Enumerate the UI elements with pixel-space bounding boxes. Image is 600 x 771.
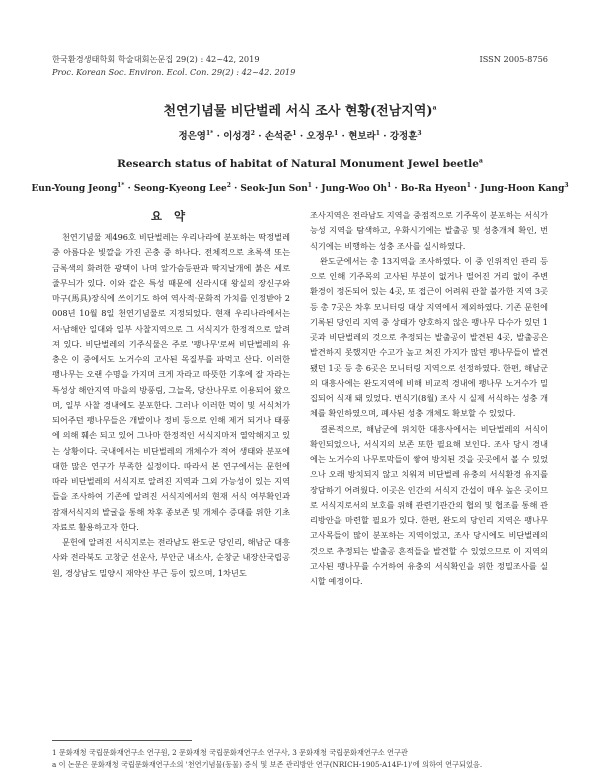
author-name: Bo-Ra Hyeon <box>400 184 467 194</box>
author-name: Jung-Woo Oh <box>321 184 388 194</box>
paper-title-ko-text: 천연기념물 비단벌레 서식 조사 현황(전남지역) <box>163 104 433 119</box>
author-name: Seong-Kyeong Lee <box>133 184 227 194</box>
author-name: 이성경 <box>223 131 251 142</box>
author-affiliation-mark: 1 <box>292 129 297 137</box>
author-affiliation-mark: 1* <box>117 182 125 189</box>
author-name: 강정훈 <box>389 131 418 142</box>
abstract-column-right <box>310 208 548 589</box>
footnote-affiliations: 1 문화재청 국립문화재연구소 연구원, 2 문화재청 국립문화재연구소 연구사, 3 문화재청 국립문화재연구소 연구관 <box>52 748 408 757</box>
journal-header-ko: 한국환경생태학회 학술대회논문집 29(2) : 42~42, 2019 <box>52 54 260 64</box>
author-affiliation-mark: 1 <box>307 182 312 189</box>
author-list-ko <box>0 128 600 142</box>
author-separator: · <box>124 184 134 194</box>
abstract-column-left <box>52 230 290 581</box>
title-ko-footnote-mark: a <box>432 104 437 112</box>
paper-title-en-text: Research status of habitat of Natural Monument Jewel beetle <box>117 158 479 170</box>
author-affiliation-mark: 1 <box>387 182 392 189</box>
author-affiliation-mark: 1* <box>205 129 214 137</box>
author-separator: · <box>296 131 307 142</box>
author-separator: · <box>254 131 265 142</box>
abstract-paragraph: 조사지역은 전라남도 지역을 중점적으로 기주목이 분포하는 서식가능성 지역을 탐색하고, 우화시기에는 발출공 및 성충개체 확인, 번식기에는 비행하는 성충 조사를 실시하였다. <box>310 210 548 251</box>
abstract-heading: 요 약 <box>150 209 190 223</box>
footnote-divider <box>52 740 192 741</box>
author-separator: · <box>230 184 241 194</box>
author-separator: · <box>391 184 401 194</box>
author-separator: · <box>213 131 224 142</box>
author-name: Seok-Jun Son <box>240 184 308 194</box>
author-name: 현보라 <box>348 131 376 142</box>
abstract-paragraph: 결론적으로, 해남군에 위치한 대흥사에서는 비단벌레의 서식이 확인되었으나, 서식지의 보존 또한 필요해 보인다. 조사 당시 경내에는 노거수의 나무토막들이 쌓여 방치된 것을 곳곳에서 볼 수 있었으나 오래 방치되지 않고 치워져 비단벌레 유충의 서식환경 유지를 장담하기 어려웠다. 이곳은 인간의 서식지 간섭이 매우 높은 곳이므로 서식지로서의 보호를 위해 관련기관간의 협의 및 협조를 통해 관리방안을 마련할 필요가 있다. 한편, 완도의 당인리 지역은 팽나무 고사목들이 많이 분포하는 지역이었고, 조사 당시에도 비단벌레의 것으로 추정되는 발출공 흔적들을 발견할 수 있었으므로 이 지역의 고사된 팽나무를 수거하여 유충의 서식확인을 위한 정밀조사를 실시할 예정이다. <box>310 423 548 586</box>
author-affiliation-mark: 3 <box>417 129 422 137</box>
author-separator: · <box>311 184 322 194</box>
author-separator: · <box>470 184 481 194</box>
author-affiliation-mark: 1 <box>375 129 380 137</box>
author-name: 손석준 <box>264 131 293 142</box>
author-affiliation-mark: 1 <box>466 182 471 189</box>
issn-label: ISSN 2005-8756 <box>479 54 548 64</box>
author-separator: · <box>379 131 390 142</box>
paper-title-en <box>0 158 600 170</box>
author-affiliation-mark: 2 <box>226 182 231 189</box>
author-affiliation-mark: 2 <box>250 129 255 137</box>
author-separator: · <box>338 131 349 142</box>
author-name: 오정우 <box>306 131 335 142</box>
author-affiliation-mark: 3 <box>564 182 569 189</box>
author-name: Jung-Hoon Kang <box>480 184 565 194</box>
abstract-paragraph: 완도군에서는 총 13지역을 조사하였다. 이 중 인위적인 관리 등으로 인해 기주목의 고사된 부분이 없거나 떨어진 거리 없이 주변 환경이 정돈되어 있는 4곳, 또 접근이 어려워 관찰 불가한 지역 3곳 등 총 7곳은 차후 모니터링 대상 지역에서 제외하였다. 기존 문헌에 기록된 당인리 지역 중 상태가 양호하지 않은 팽나무 다수가 있던 1곳과 비단벌레의 것으로 추정되는 발출공이 발견된 4곳, 발출공은 발견하지 못했지만 수고가 높고 쳐진 가지가 많던 팽나무들이 발견됐던 1곳 등 총 6곳은 모니터링 지역으로 선정하였다. 한편, 해남군의 대흥사에는 완도지역에 비해 비교적 경내에 팽나무 노거수가 밀집되어 식재 돼 있었다. 번식기(8월) 조사 시 실제 서식하는 성충 개체를 확인하였으며, 폐사된 성충 개체도 확보할 수 있었다. <box>310 255 548 419</box>
abstract-paragraph: 문헌에 알려진 서식지로는 전라남도 완도군 당인리, 해남군 대흥사와 전라북도 고창군 선운사, 부안군 내소사, 순창군 내장산국립공원, 경상남도 밀양시 재약산 부근 등이 있으며, 1차년도 <box>52 537 290 578</box>
author-list-en <box>0 184 600 194</box>
journal-header-en: Proc. Korean Soc. Environ. Ecol. Con. 29(2) : 42~42. 2019 <box>52 67 296 77</box>
footnote-funding: a 이 논문은 문화재청 국립문화재연구소의 '천연기념물(동물) 증식 및 보존 관리방안 연구(NRICH-1905-A14F-1)'에 의하여 연구되었음. <box>52 760 483 769</box>
author-name: 정은영 <box>178 131 206 142</box>
paper-title-ko <box>0 100 600 119</box>
abstract-paragraph: 천연기념물 제496호 비단벌레는 우리나라에 분포하는 딱정벌레 중 아름다운 빛깔을 가진 곤충 중 하나다. 전체적으로 초록색 또는 금록색의 화려한 광택이 나며 앞가슴등판과 딱지날개에 붉은 세로줄무늬가 있다. 이와 같은 특성 때문에 신라시대 왕실의 장신구와 마구(馬具)장식에 쓰이기도 하여 역사적·문화적 가치를 인정받아 2008년 10월 8일 천연기념물로 지정되었다. 현재 우리나라에서는 서·남해안 일대와 일부 사찰지역으로 그 서식지가 한정적으로 알려져 있다. 비단벌레의 기주식물은 주로 '팽나무'로써 비단벌레의 유충은 이 중에서도 노거수의 고사된 목질부를 파먹고 산다. 이러한 팽나무는 오랜 수명을 가지며 크게 자라고 따뜻한 기후에 잘 자라는 특성상 해안지역 마을의 방풍림, 그늘목, 당산나무로 이용되어 왔으며, 일부 사찰 경내에도 분포한다. 그러나 이러한 먹이 및 서식처가 되어주던 팽나무들은 개발이나 정비 등으로 인해 제거 되거나 태풍에 의해 훼손 되고 있어 그나마 한정적인 서식지마저 열악해지고 있는 상황이다. 국내에서는 비단벌레의 개체수가 적어 생태와 분포에 대한 많은 연구가 부족한 실정이다. 따라서 본 연구에서는 문헌에 따라 비단벌레의 서식지로 알려진 지역과 그외 가능성이 있는 지역들을 조사하여 기존에 알려진 서식지에서의 현재 서식 여부확인과 잠재서식지의 발굴을 통해 차후 종보존 및 개체수 증대를 위한 기초자료로 활용하고자 한다. <box>52 232 290 532</box>
author-affiliation-mark: 1 <box>334 129 339 137</box>
author-name: Eun-Young Jeong <box>31 184 118 194</box>
title-en-footnote-mark: a <box>478 157 483 165</box>
